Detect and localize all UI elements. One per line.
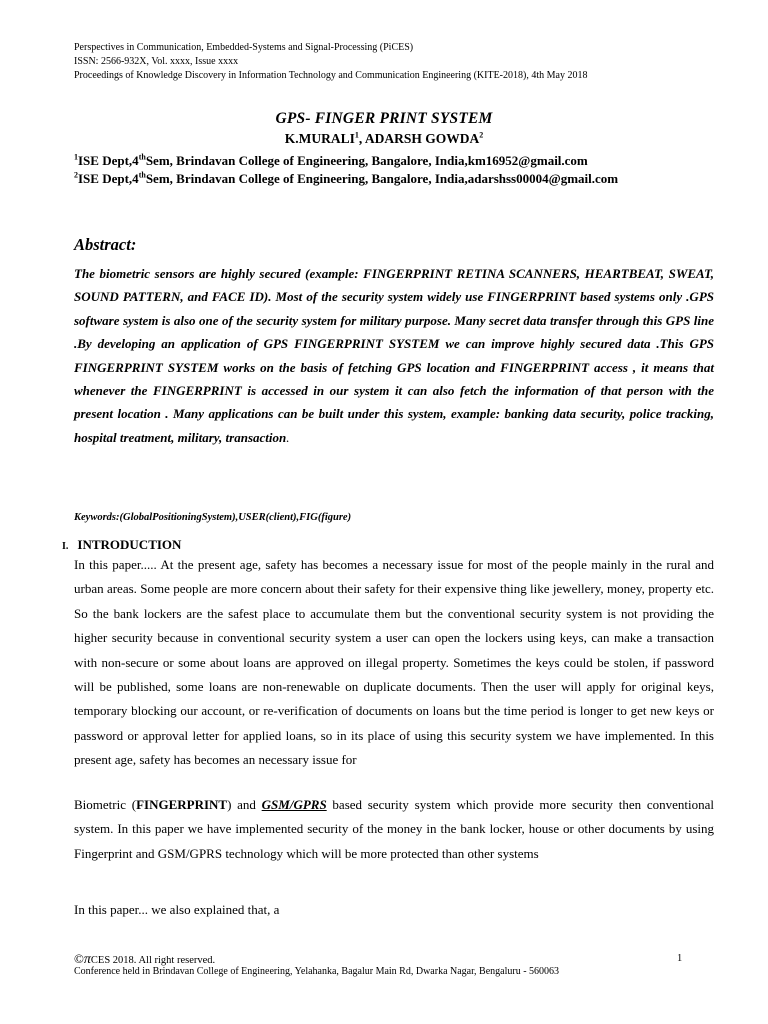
footer-conference: Conference held in Brindavan College of Engineering, Yelahanka, Bagalur Main Rd, Dwarka Nagar, Bengaluru - 560063: [74, 966, 560, 977]
journal-header-line1: Perspectives in Communication, Embedded-Systems and Signal-Processing (PiCES): [74, 42, 414, 53]
abstract-text: The biometric sensors are highly secured (example: FINGERPRINT RETINA SCANNERS, HEARTBEAT, SWEAT, SOUND PATTERN, and FACE ID). Most of the security system widely use FINGERPRINT based systems only .GPS software system is also one of the security system for military purpose. Many secret data transfer through this GPS line .By developing an application of GPS FINGERPRINT SYSTEM we can improve highly secured data .This GPS FINGERPRINT SYSTEM works on the basis of fetching GPS location and FINGERPRINT access , it means that whenever the FINGERPRINT is accessed in our system it can also fetch the information of that person with the present location . Many applications can be built under this system, example: banking data security, police tracking, hospital treatment, military, transaction.: [74, 266, 714, 445]
intro-paragraph-1: In this paper..... At the present age, safety has becomes a necessary issue for most of the people mainly in the rural and urban areas. Some people are more concern about their safety for their expensive thing like jewellery, money, property etc. So the bank lockers are the safest place to accumulate them but the conventional security system is not providing the higher security because in conventional security system a user can open the lockers using keys, can make a transaction with non-secure or some about loans are approved on illegal property. Sometimes the keys could be stolen, if password will be published, some loans are non-renewable on duplicate documents. Then the user will apply for original keys, temporary blocking our account, or re-verification of documents on loans but the time period is longer to get new keys or password or approval letter for applied loans, so in its place of using this security system we have implemented. In this present age, safety has becomes an necessary issue for: [74, 557, 714, 768]
author-name: ADARSH GOWDA: [364, 131, 480, 146]
affiliation-mark: 1: [74, 152, 78, 162]
journal-header-issn: ISSN: 2566-932X, Vol. xxxx, Issue xxxx: [74, 56, 239, 67]
gsm-gprs-link[interactable]: GSM/GPRS: [261, 797, 327, 812]
keywords: Keywords:(GlobalPositioningSystem),USER(client),FIG(figure): [74, 512, 352, 523]
journal-header-proceedings: Proceedings of Knowledge Discovery in Information Technology and Communication Engineering (KITE-2018), 4th May 2018: [74, 70, 588, 81]
section-number: I.: [62, 541, 69, 552]
author-mark: 2: [479, 130, 484, 140]
section-title: INTRODUCTION: [77, 537, 182, 552]
abstract-heading: Abstract:: [74, 235, 137, 254]
intro-paragraph-2: Biometric (FINGERPRINT) and GSM/GPRS based security system which provide more security then conventional system. In this paper we have implemented security of the money in the bank locker, house or other documents by using Fingerprint and GSM/GPRS technology which will be more protected than other systems: [74, 797, 715, 861]
affiliation-2: $^2$ISE Dept,4thSem, Brindavan College of Engineering, Bangalore, India,adarshss00004@gmail.com: [74, 170, 619, 186]
affiliation-1: $^1$ISE Dept,4thSem, Brindavan College of Engineering, Bangalore, India,km16952@gmail.com: [74, 152, 588, 168]
page-number: 1: [677, 953, 683, 964]
intro-paragraph-3: In this paper... we also explained that, a: [74, 902, 280, 917]
author-separator: ,: [358, 131, 365, 146]
author-mark: 1: [354, 130, 359, 140]
pi-icon: π: [83, 952, 91, 967]
author-name: K.MURALI: [284, 131, 355, 146]
section-heading-introduction: [62, 537, 181, 553]
copyright-icon: ©: [74, 951, 84, 966]
author-line: [0, 131, 768, 147]
affiliation-mark: 2: [74, 170, 78, 180]
footer-copyright: ©πCES 2018. All right reserved.: [74, 951, 216, 967]
paper-title: GPS- FINGER PRINT SYSTEM: [275, 110, 493, 127]
